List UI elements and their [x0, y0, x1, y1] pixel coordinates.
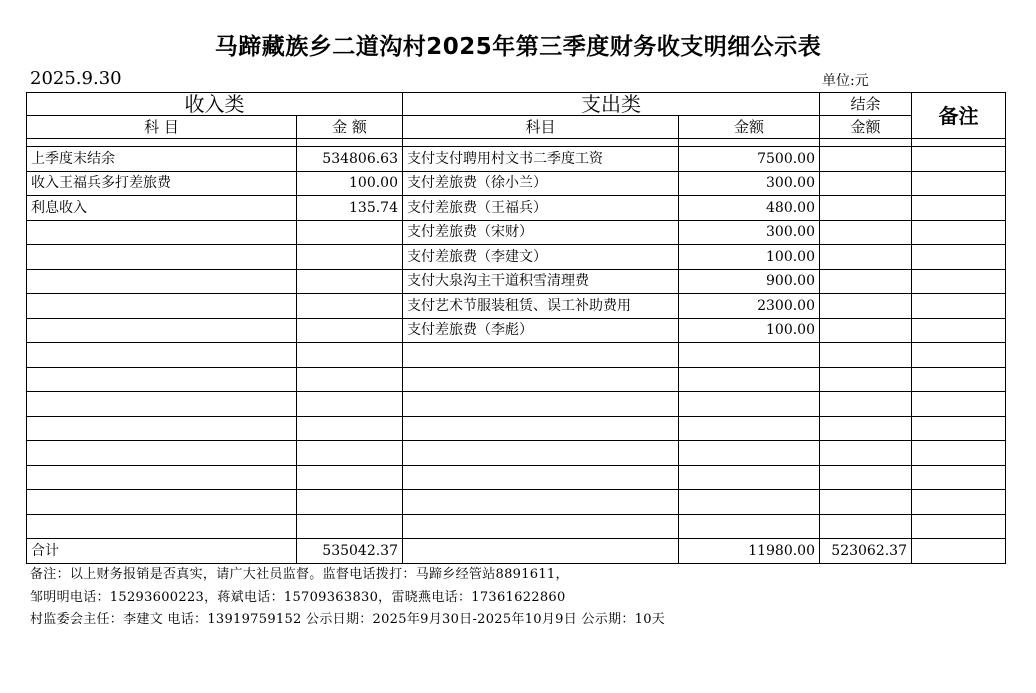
remark-cell	[912, 441, 1006, 466]
balance-amount-cell	[820, 392, 912, 417]
income-subject-cell	[27, 318, 297, 343]
expense-subject-cell: 支付差旅费（徐小兰）	[403, 171, 679, 196]
table-row	[27, 490, 1006, 515]
expense-amount-cell	[679, 416, 820, 441]
income-subject-cell	[27, 441, 297, 466]
header-row-1	[27, 93, 1006, 116]
expense-subject-cell	[403, 343, 679, 368]
expense-amount-cell: 100.00	[679, 245, 820, 270]
income-amount-cell	[297, 416, 403, 441]
remark-cell	[912, 392, 1006, 417]
income-subject-cell	[27, 269, 297, 294]
income-amount-cell	[297, 245, 403, 270]
income-subject-cell: 利息收入	[27, 196, 297, 221]
income-subject-cell	[27, 490, 297, 515]
expense-amount-cell	[679, 343, 820, 368]
table-row	[27, 416, 1006, 441]
income-amount-header: 金 额	[297, 116, 403, 139]
expense-amount-cell	[679, 514, 820, 539]
income-amount-cell	[297, 220, 403, 245]
income-subject-header: 科 目	[27, 116, 297, 139]
expense-amount-cell: 480.00	[679, 196, 820, 221]
expense-subject-cell: 支付艺术节服装租赁、误工补助费用	[403, 294, 679, 319]
total-label: 合计	[27, 539, 297, 564]
expense-subject-cell	[403, 392, 679, 417]
remark-cell	[912, 269, 1006, 294]
total-balance: 523062.37	[820, 539, 912, 564]
income-amount-cell	[297, 392, 403, 417]
balance-amount-cell	[820, 465, 912, 490]
income-amount-cell: 100.00	[297, 171, 403, 196]
remark-cell	[912, 343, 1006, 368]
table-row	[27, 392, 1006, 417]
remark-cell	[912, 490, 1006, 515]
table-row	[27, 171, 1006, 196]
remark-cell	[912, 465, 1006, 490]
expense-header: 支出类	[403, 93, 820, 116]
balance-amount-cell	[820, 490, 912, 515]
total-expense-subject-cell	[403, 539, 679, 564]
expense-subject-cell: 支付差旅费（宋财）	[403, 220, 679, 245]
expense-amount-header: 金额	[679, 116, 820, 139]
expense-amount-cell	[679, 367, 820, 392]
table-row	[27, 269, 1006, 294]
income-subject-cell	[27, 294, 297, 319]
income-subject-cell	[27, 220, 297, 245]
expense-amount-cell	[679, 465, 820, 490]
total-row	[27, 539, 1006, 564]
income-subject-cell	[27, 514, 297, 539]
income-subject-cell	[27, 245, 297, 270]
total-expense: 11980.00	[679, 539, 820, 564]
remark-header: 备注	[912, 93, 1006, 139]
income-amount-cell	[297, 367, 403, 392]
unit-label: 单位:元	[822, 73, 869, 89]
footer-line-1: 备注：以上财务报销是否真实，请广大社员监督。监督电话拨打：马蹄乡经管站8891611，	[30, 567, 569, 582]
income-subject-cell: 收入王福兵多打差旅费	[27, 171, 297, 196]
table-row	[27, 441, 1006, 466]
remark-cell	[912, 367, 1006, 392]
income-amount-cell	[297, 514, 403, 539]
table-row	[27, 245, 1006, 270]
table-row	[27, 465, 1006, 490]
income-amount-cell	[297, 490, 403, 515]
table-row	[27, 196, 1006, 221]
remark-cell	[912, 171, 1006, 196]
income-amount-cell	[297, 318, 403, 343]
income-subject-cell	[27, 367, 297, 392]
table-row	[27, 514, 1006, 539]
expense-subject-cell	[403, 416, 679, 441]
balance-amount-cell	[820, 318, 912, 343]
footer-line-2: 邹明明电话：15293600223，蒋斌电话：15709363830，雷晓燕电话：17361622860	[30, 590, 566, 605]
expense-amount-cell	[679, 490, 820, 515]
table-row	[27, 147, 1006, 172]
table-row	[27, 220, 1006, 245]
expense-subject-cell: 支付大泉沟主干道积雪清理费	[403, 269, 679, 294]
remark-cell	[912, 514, 1006, 539]
expense-subject-cell	[403, 490, 679, 515]
remark-cell	[912, 196, 1006, 221]
expense-subject-cell: 支付差旅费（李建文）	[403, 245, 679, 270]
expense-amount-cell	[679, 392, 820, 417]
income-amount-cell	[297, 343, 403, 368]
page-title: 马蹄藏族乡二道沟村2025年第三季度财务收支明细公示表	[214, 34, 822, 60]
remark-cell	[912, 294, 1006, 319]
expense-subject-cell: 支付差旅费（李彪）	[403, 318, 679, 343]
income-amount-cell: 534806.63	[297, 147, 403, 172]
balance-amount-header: 金额	[820, 116, 912, 139]
balance-amount-cell	[820, 245, 912, 270]
expense-subject-header: 科目	[403, 116, 679, 139]
balance-amount-cell	[820, 269, 912, 294]
balance-amount-cell	[820, 171, 912, 196]
balance-amount-cell	[820, 196, 912, 221]
expense-subject-cell	[403, 367, 679, 392]
expense-subject-cell	[403, 441, 679, 466]
expense-subject-cell: 支付支付聘用村文书二季度工资	[403, 147, 679, 172]
income-header: 收入类	[27, 93, 403, 116]
expense-amount-cell: 300.00	[679, 171, 820, 196]
expense-amount-cell: 900.00	[679, 269, 820, 294]
remark-cell	[912, 416, 1006, 441]
expense-subject-cell	[403, 465, 679, 490]
table-row	[27, 294, 1006, 319]
income-amount-cell	[297, 294, 403, 319]
total-remark-cell	[912, 539, 1006, 564]
expense-amount-cell: 2300.00	[679, 294, 820, 319]
expense-subject-cell: 支付差旅费（王福兵）	[403, 196, 679, 221]
remark-cell	[912, 147, 1006, 172]
balance-amount-cell	[820, 343, 912, 368]
finance-table	[26, 92, 1006, 564]
income-amount-cell	[297, 465, 403, 490]
balance-amount-cell	[820, 416, 912, 441]
expense-amount-cell: 100.00	[679, 318, 820, 343]
expense-subject-cell	[403, 514, 679, 539]
balance-amount-cell	[820, 220, 912, 245]
remark-cell	[912, 318, 1006, 343]
balance-header: 结余	[820, 93, 912, 116]
balance-amount-cell	[820, 441, 912, 466]
table-row	[27, 367, 1006, 392]
income-subject-cell: 上季度末结余	[27, 147, 297, 172]
remark-cell	[912, 220, 1006, 245]
table-row	[27, 318, 1006, 343]
expense-amount-cell: 300.00	[679, 220, 820, 245]
income-amount-cell: 135.74	[297, 196, 403, 221]
footer-line-3: 村监委会主任：李建文 电话：13919759152 公示日期：2025年9月30日-2025年10月9日 公示期：10天	[30, 612, 666, 627]
total-income: 535042.37	[297, 539, 403, 564]
balance-amount-cell	[820, 367, 912, 392]
income-subject-cell	[27, 465, 297, 490]
expense-amount-cell	[679, 441, 820, 466]
income-amount-cell	[297, 269, 403, 294]
report-date: 2025.9.30	[30, 68, 122, 89]
income-subject-cell	[27, 343, 297, 368]
income-amount-cell	[297, 441, 403, 466]
income-subject-cell	[27, 416, 297, 441]
balance-amount-cell	[820, 294, 912, 319]
balance-amount-cell	[820, 514, 912, 539]
header-gap-row	[27, 139, 1006, 147]
remark-cell	[912, 245, 1006, 270]
table-row	[27, 343, 1006, 368]
header-row-2	[27, 116, 1006, 139]
balance-amount-cell	[820, 147, 912, 172]
income-subject-cell	[27, 392, 297, 417]
expense-amount-cell: 7500.00	[679, 147, 820, 172]
